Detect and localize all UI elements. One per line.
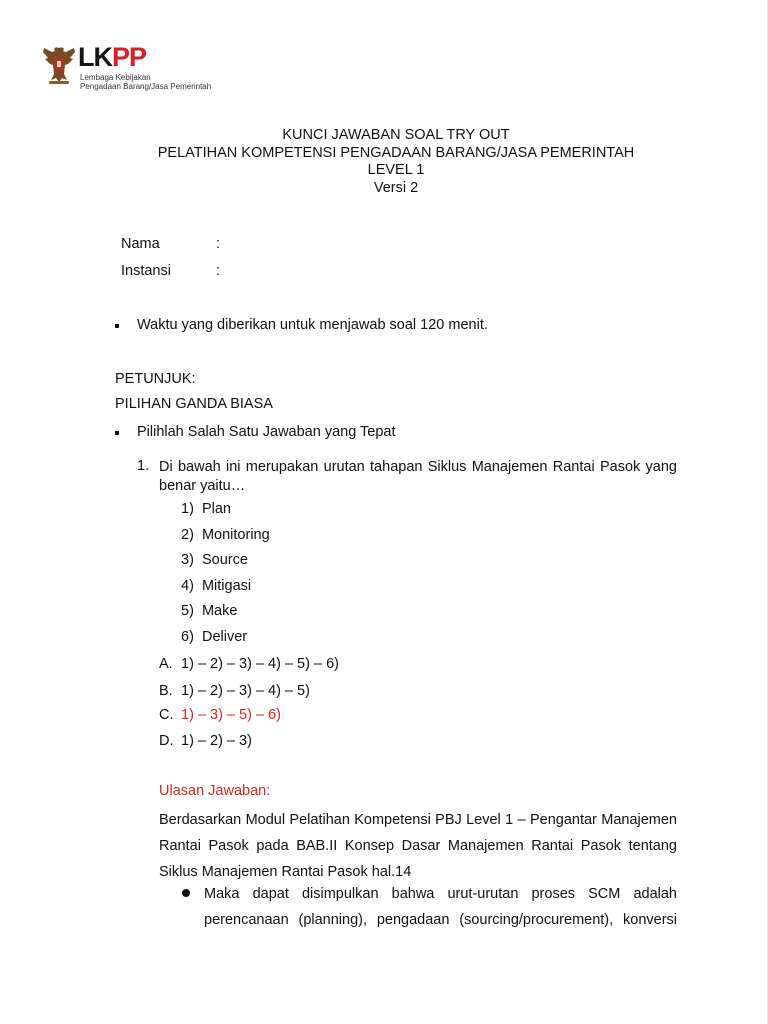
instruction-rule: Pilihlah Salah Satu Jawaban yang Tepat xyxy=(137,424,396,440)
title-line-2: PELATIHAN KOMPETENSI PENGADAAN BARANG/JASA PEMERINTAH xyxy=(157,144,635,161)
title-line-1: KUNCI JAWABAN SOAL TRY OUT xyxy=(282,127,510,143)
list-item: 3) Source xyxy=(181,552,248,568)
question-number: 1. xyxy=(137,458,150,474)
title-line-4: Versi 2 xyxy=(373,179,419,196)
square-bullet-icon xyxy=(115,431,119,435)
time-note: Waktu yang diberikan untuk menjawab soal 120 menit. xyxy=(137,317,488,333)
square-bullet-icon xyxy=(115,324,119,328)
logo-wordmark: LKPP xyxy=(78,42,147,72)
review-point: Maka dapat disimpulkan bahwa urut-urutan proses SCM adalah perencanaan (planning), pengadaan (sourcing/procurement), konversi xyxy=(204,886,677,928)
lkpp-logo xyxy=(40,42,212,91)
logo-subtitle: Lembaga Kebijakan Pengadaan Barang/Jasa Pemerintah xyxy=(80,73,212,91)
instansi-colon: : xyxy=(216,263,221,279)
list-item: 6) Deliver xyxy=(181,629,248,645)
list-item: 4) Mitigasi xyxy=(181,578,252,594)
review-title: Ulasan Jawaban: xyxy=(159,783,271,799)
petunjuk-heading: PETUNJUK: xyxy=(115,371,196,387)
instansi-label: Instansi xyxy=(121,263,171,279)
list-item: 2) Monitoring xyxy=(181,527,270,543)
instansi-field xyxy=(121,263,221,279)
section-heading: PILIHAN GANDA BIASA xyxy=(115,396,273,412)
list-item: 5) Make xyxy=(181,603,238,619)
review-text: Berdasarkan Modul Pelatihan Kompetensi PBJ Level 1 – Pengantar Manajemen Rantai Pasok pada BAB.II Konsep Dasar Manajemen Rantai Pasok tentang Siklus Manajemen Rantai Pasok hal.14 xyxy=(159,812,677,880)
nama-label: Nama xyxy=(121,236,160,252)
question-text: Di bawah ini merupakan urutan tahapan Siklus Manajemen Rantai Pasok yang benar yaitu… xyxy=(159,459,677,494)
garuda-emblem-icon xyxy=(40,42,78,86)
document-title xyxy=(0,127,768,197)
list-item: 1) Plan xyxy=(181,501,231,517)
choice-a: A. 1) – 2) – 3) – 4) – 5) – 6) xyxy=(159,656,339,672)
nama-colon: : xyxy=(216,236,221,252)
round-bullet-icon xyxy=(182,889,190,897)
nama-field xyxy=(121,236,221,252)
choice-d: D. 1) – 2) – 3) xyxy=(159,733,252,749)
choice-c-correct: C. 1) – 3) – 5) – 6) xyxy=(159,707,281,723)
title-line-3: LEVEL 1 xyxy=(367,162,425,178)
choice-b: B. 1) – 2) – 3) – 4) – 5) xyxy=(159,683,310,699)
